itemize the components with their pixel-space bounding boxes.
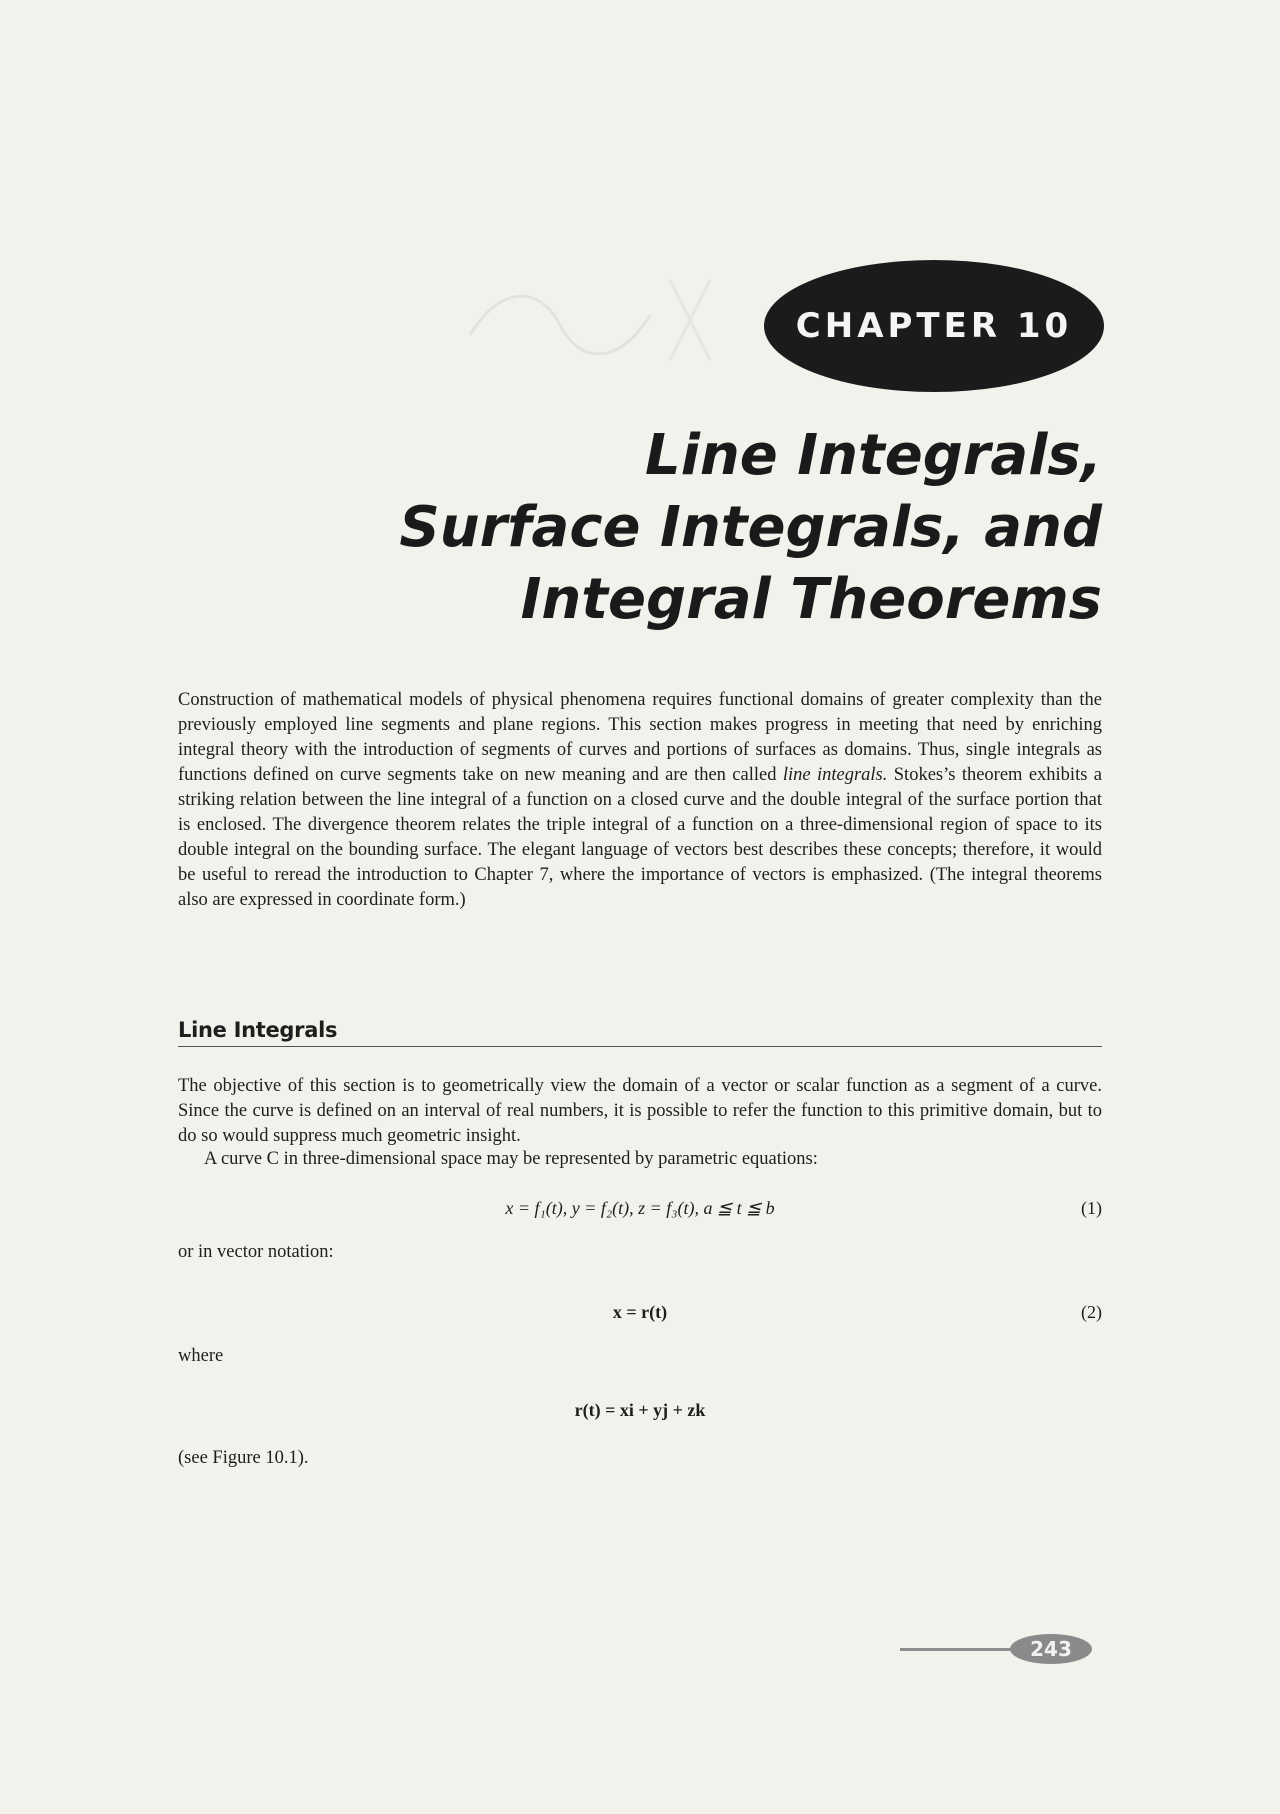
page-number: 243 <box>1030 1637 1072 1661</box>
equation-1-number: (1) <box>1081 1198 1102 1218</box>
section-heading: Line Integrals <box>178 1018 1102 1047</box>
intro-text-end: Stokes’s theorem exhibits a striking relation between the line integral of a function on a closed curve and the double integral of the surface portion that is enclosed. The divergence theorem relates the triple integral of a function on a three-dimensional region of space to its double integral on the bounding surface. The elegant language of vectors best describes these concepts; therefore, it would be useful to reread the introduction to Chapter 7, where the importance of vectors is emphasized. (The integral theorems also are expressed in coordinate form.) <box>178 765 1102 910</box>
figure-reference: (see Figure 10.1). <box>178 1448 309 1468</box>
equation-2 <box>178 1302 1102 1328</box>
intro-text-start: Construction of mathematical models of physical phenomena requires functional domains of greater complexity than the previously employed line segments and plane regions. This section makes progress in meeting that need by enriching integral theory with the introduction of segments of curves and portions of surfaces as domains. Thus, single integrals as functions defined on curve segments take on new meaning and are then called <box>178 690 1102 785</box>
title-line-1: Line Integrals, <box>645 423 1102 488</box>
equation-3 <box>178 1400 1102 1426</box>
chapter-title <box>399 420 1102 636</box>
section-paragraph-1: The objective of this section is to geometrically view the domain of a vector or scalar function as a segment of a curve. Since the curve is defined on an interval of real numbers, it is possible to refer the function to this primitive domain, but to do so would suppress much geometric insight. <box>178 1076 1102 1146</box>
equation-2-content: x = r(t) <box>612 1302 668 1322</box>
background-curve-watermark <box>460 265 720 375</box>
equation-1 <box>178 1198 1102 1224</box>
title-line-2: Surface Integrals, and <box>399 495 1102 560</box>
equation-1-content: x = f₁(t), y = f₂(t), z = f₃(t), a ≦ t ≦ b <box>505 1198 775 1218</box>
equation-3-content: r(t) = xi + yj + zk <box>574 1400 706 1420</box>
chapter-label: CHAPTER 10 <box>795 306 1073 346</box>
page-number-rule <box>900 1648 1020 1651</box>
intro-paragraph <box>178 688 1102 913</box>
intro-emphasis: line integrals. <box>782 765 888 785</box>
section-paragraph-2: A curve C in three-dimensional space may be represented by parametric equations: <box>204 1149 818 1169</box>
chapter-badge <box>764 260 1104 392</box>
title-line-3: Integral Theorems <box>520 567 1102 632</box>
where-label: where <box>178 1346 224 1366</box>
vector-notation-label: or in vector notation: <box>178 1242 334 1262</box>
equation-2-number: (2) <box>1081 1302 1102 1322</box>
page-number-badge <box>1010 1634 1092 1664</box>
